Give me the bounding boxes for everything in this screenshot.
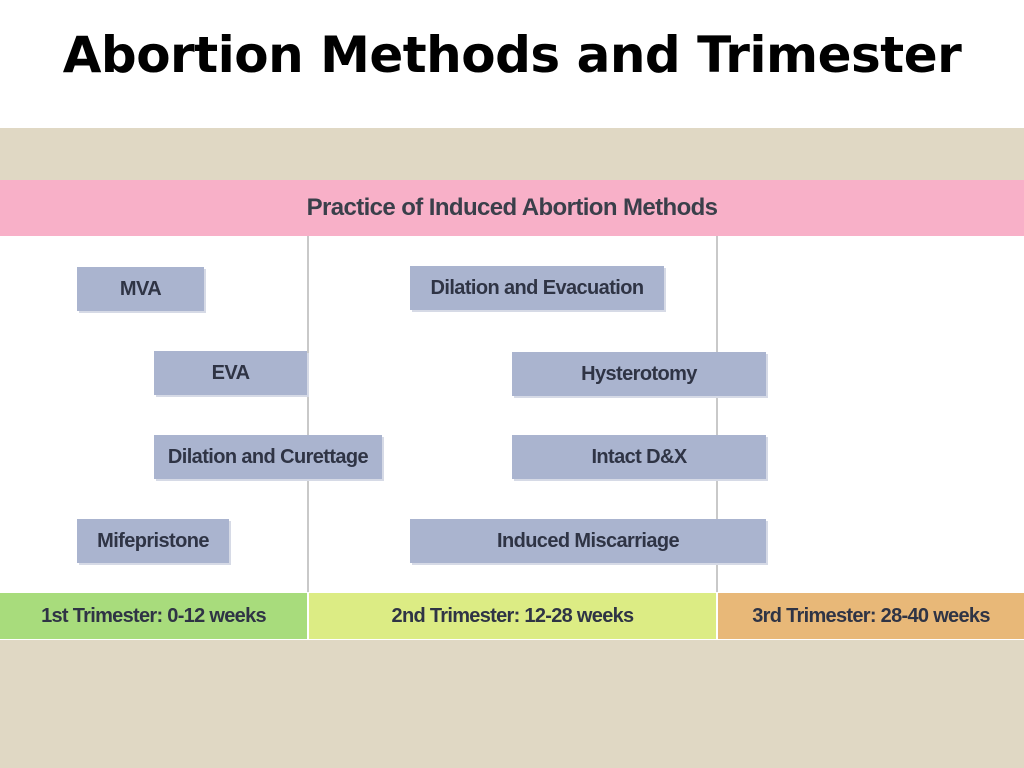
- slide-title: Abortion Methods and Trimester: [62, 26, 962, 84]
- method-mva: MVA: [77, 267, 204, 311]
- method-eva: EVA: [154, 351, 307, 395]
- abortion-methods-diagram: [0, 180, 1024, 640]
- trimester-divider-1-2: [307, 236, 309, 592]
- trimester-1-label: 1st Trimester: 0-12 weeks: [0, 593, 307, 639]
- method-dilation-evacuation: Dilation and Evacuation: [410, 266, 664, 310]
- method-mifepristone: Mifepristone: [77, 519, 229, 563]
- diagram-figure: [0, 128, 1024, 768]
- method-hysterotomy: Hysterotomy: [512, 352, 766, 396]
- method-intact-dx: Intact D&X: [512, 435, 766, 479]
- method-dilation-curettage: Dilation and Curettage: [154, 435, 382, 479]
- diagram-header: Practice of Induced Abortion Methods: [0, 180, 1024, 236]
- trimester-2-label: 2nd Trimester: 12-28 weeks: [309, 593, 716, 639]
- method-induced-miscarriage: Induced Miscarriage: [410, 519, 766, 563]
- trimester-3-label: 3rd Trimester: 28-40 weeks: [718, 593, 1024, 639]
